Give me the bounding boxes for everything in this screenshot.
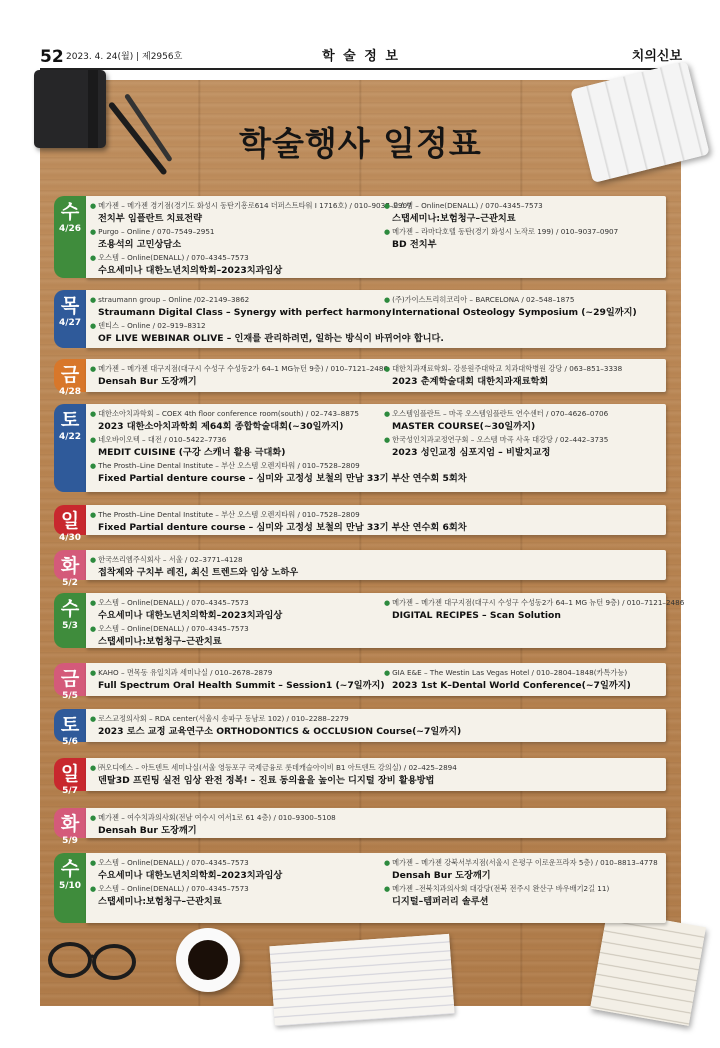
event-organizer: ● 메가젠 – 메가젠 대구지점(대구시 수성구 수성동2가 64–1 MG 뉴턴 9층) / 010–7121–2486 xyxy=(384,597,664,609)
event-title: Densah Bur 도장깨기 xyxy=(392,870,491,881)
day-badge xyxy=(54,196,86,278)
date-label: 5/5 xyxy=(62,691,78,701)
event-title: 2023 대한소아치과학회 제64회 종합학술대회(~30일까지) xyxy=(98,421,344,432)
weekday-label: 일 xyxy=(60,763,80,785)
event-organizer: ● 오스템 – Online(DENALL) / 070–4345–7573 xyxy=(90,623,380,635)
day-badge xyxy=(54,290,86,348)
event-organizer: ● ㈜오디에스 – 아트덴트 세미나실(서울 영등포구 국제금융로 롯데캐슬아이비 B1 아트덴트 강의실) / 02–425–2894 xyxy=(90,762,380,774)
event-title: Fixed Partial denture course – 심미와 고정성 보철의 만남 33기 부산 연수회 6회차 xyxy=(98,522,467,533)
event-organizer: ● Purgo – Online / 070–7549–2951 xyxy=(90,226,380,238)
day-events-panel xyxy=(86,290,666,348)
date-label: 5/9 xyxy=(62,836,78,846)
event-title: 전치부 임플란트 치료전략 xyxy=(98,213,203,224)
event-organizer: ● 오스템임플란트 – 마곡 오스템임플란트 연수센터 / 070–4626–0706 xyxy=(384,408,664,420)
day-badge xyxy=(54,853,86,923)
events-column-left xyxy=(90,857,380,909)
events-column-right xyxy=(384,597,685,623)
day-events-panel xyxy=(86,505,666,535)
event-title: OF LIVE WEBINAR OLIVE – 인재를 관리하려면, 일하는 방식이 바뀌어야 합니다. xyxy=(98,333,444,344)
date-label: 4/28 xyxy=(58,387,82,397)
event-organizer: ● 대한치과재료학회– 강릉원주대학교 치과대학병원 강당 / 063–851–3338 xyxy=(384,363,664,375)
day-badge xyxy=(54,593,86,648)
weekday-label: 금 xyxy=(60,668,80,690)
events-column-right xyxy=(384,200,664,252)
events-column-left xyxy=(90,554,380,580)
day-badge xyxy=(54,758,86,796)
event-organizer: ● (주)가이스트리히코리아 – BARCELONA / 02–548–1875 xyxy=(384,294,664,306)
date-label: 5/7 xyxy=(62,786,78,796)
day-events-panel xyxy=(86,196,666,278)
event-organizer: ● KAHO – 면목동 유일치과 세미나실 / 010–2678–2879 xyxy=(90,667,380,679)
events-column-left xyxy=(90,667,385,693)
events-column-right xyxy=(384,857,664,909)
day-events-panel xyxy=(86,593,685,648)
event-organizer: ● 메가젠 – 메가젠 강북서부지점(서울시 은평구 이로운프라자 5층) / 010–8813–4778 xyxy=(384,857,664,869)
event-title: 디지털–템퍼러리 솔루션 xyxy=(392,896,489,907)
day-events-panel xyxy=(86,808,666,838)
day-events-panel xyxy=(86,550,666,580)
weekday-label: 수 xyxy=(60,598,80,620)
event-organizer: ● The Prosth–Line Dental Institute – 부산 오스템 오렌지타워 / 010–7528–2809 xyxy=(90,460,380,472)
date-label: 5/6 xyxy=(62,737,78,747)
papers-decoration xyxy=(269,934,454,1026)
date-label: 4/30 xyxy=(58,533,82,543)
weekday-label: 수 xyxy=(60,201,80,223)
event-organizer: ● 한국쓰리엠주식회사 – 서울 / 02–3771–4128 xyxy=(90,554,380,566)
day-badge xyxy=(54,709,86,747)
date-label: 4/27 xyxy=(58,318,82,328)
events-column-left xyxy=(90,509,467,535)
events-column-left xyxy=(90,713,462,739)
events-column-left xyxy=(90,812,380,838)
event-title: Fixed Partial denture course – 심미와 고정성 보철의 만남 33기 부산 연수회 5회차 xyxy=(98,473,467,484)
event-title: 조용석의 고민상담소 xyxy=(98,239,182,250)
event-organizer: ● straumann group – Online /02–2149–3862 xyxy=(90,294,380,306)
event-organizer: ● 오스템 – Online(DENALL) / 070–4345–7573 xyxy=(90,883,380,895)
event-title: Densah Bur 도장깨기 xyxy=(98,376,197,387)
event-organizer: ● GIA E&E – The Westin Las Vegas Hotel / 010–2804–1848(카톡가능) xyxy=(384,667,664,679)
weekday-label: 일 xyxy=(60,510,80,532)
event-title: MASTER COURSE(~30일까지) xyxy=(392,421,536,432)
event-title: 수요세미나 대한노년치의학회–2023치과임상 xyxy=(98,870,283,881)
page-number: 52 xyxy=(40,47,64,67)
events-column-left xyxy=(90,200,412,278)
weekday-label: 금 xyxy=(60,364,80,386)
day-events-panel xyxy=(86,663,666,696)
event-organizer: ● 메가젠 – 라마다호텔 동탄(경기 화성시 노작로 199) / 010–9037–0907 xyxy=(384,226,664,238)
event-title: International Osteology Symposium (~29일까지) xyxy=(392,307,637,318)
day-badge xyxy=(54,359,86,397)
event-title: BD 전치부 xyxy=(392,239,437,250)
notepad-decoration xyxy=(590,910,706,1026)
event-organizer: ● 메가젠 – 여수치과의사회(전남 여수시 여서1로 61 4층) / 010–9300–5108 xyxy=(90,812,380,824)
event-organizer: ● 메가젠 – 메가젠 경기점(경기도 화성시 동탄기흥로614 더퍼스트타워 I 1716호) / 010–9037–0907 xyxy=(90,200,380,212)
event-organizer: ● 메가젠 –전북치과의사회 대강당(전북 전주시 완산구 바우배기2길 11) xyxy=(384,883,664,895)
event-title: DIGITAL RECIPES – Scan Solution xyxy=(392,610,561,621)
event-title: MEDIT CUISINE (구강 스캐너 활용 극대화) xyxy=(98,447,286,458)
event-organizer: ● 덴티스 – Online / 02–919–8312 xyxy=(90,320,380,332)
event-title: 2023 춘계학술대회 대한치과재료학회 xyxy=(392,376,549,387)
day-events-panel xyxy=(86,709,666,742)
date-label: 5/2 xyxy=(62,578,78,588)
event-title: 2023 성인교정 심포지엄 – 비발치교정 xyxy=(392,447,551,458)
glasses-decoration xyxy=(44,928,140,988)
date-label: 4/22 xyxy=(58,432,82,442)
day-events-panel xyxy=(86,359,666,392)
event-organizer: ● 오스템 – Online(DENALL) / 070–4345–7573 xyxy=(90,597,380,609)
weekday-label: 화 xyxy=(60,813,80,835)
weekday-label: 목 xyxy=(60,295,80,317)
event-title: 스탭세미나:보험청구–근관치료 xyxy=(392,213,516,224)
event-organizer: ● The Prosth–Line Dental Institute – 부산 오스템 오렌지타워 / 010–7528–2809 xyxy=(90,509,380,521)
event-title: 수요세미나 대한노년치의학회–2023치과임상 xyxy=(98,265,283,276)
event-organizer: ● 로스교정의사회 – RDA center(서울시 송파구 동남로 102) / 010–2288–2279 xyxy=(90,713,380,725)
event-organizer: ● 오스템 – Online(DENALL) / 070–4345–7573 xyxy=(90,252,380,264)
weekday-label: 화 xyxy=(60,555,80,577)
date-label: 5/3 xyxy=(62,621,78,631)
events-column-left xyxy=(90,294,444,346)
event-organizer: ● 오스템 – Online(DENALL) / 070–4345–7573 xyxy=(90,857,380,869)
event-title: 스탭세미나:보험청구–근관치료 xyxy=(98,636,222,647)
day-badge xyxy=(54,550,86,588)
event-title: 접착제와 구치부 레진, 최신 트렌드와 임상 노하우 xyxy=(98,567,299,578)
event-organizer: ● 네오바이오텍 – 대전 / 010–5422–7736 xyxy=(90,434,380,446)
event-title: 2023 1st K–Dental World Conference(~7일까지) xyxy=(392,680,631,691)
date-label: 4/26 xyxy=(58,224,82,234)
weekday-label: 수 xyxy=(60,858,80,880)
day-events-panel xyxy=(86,853,666,923)
weekday-label: 토 xyxy=(60,409,80,431)
day-badge xyxy=(54,404,86,492)
event-organizer: ● 메가젠 – 메가젠 대구지점(대구시 수성구 수성동2가 64–1 MG뉴턴 9층) / 010–7121–2486 xyxy=(90,363,380,375)
day-badge xyxy=(54,663,86,701)
weekday-label: 토 xyxy=(60,714,80,736)
event-title: Full Spectrum Oral Health Summit – Session1 (~7일까지) xyxy=(98,680,385,691)
event-organizer: ● 대한소아치과학회 – COEX 4th floor conference room(south) / 02–743–8875 xyxy=(90,408,380,420)
date-label: 5/10 xyxy=(58,881,82,891)
issue-date: 2023. 4. 24(월) | 제2956호 xyxy=(66,52,183,62)
events-column-left xyxy=(90,363,388,389)
event-title: 2023 로스 교정 교육연구소 ORTHODONTICS & OCCLUSION Course(~7일까지) xyxy=(98,726,462,737)
events-column-right xyxy=(384,667,664,693)
event-title: Densah Bur 도장깨기 xyxy=(98,825,197,836)
day-badge xyxy=(54,505,86,543)
event-title: 스탭세미나:보험청구–근관치료 xyxy=(98,896,222,907)
events-column-left xyxy=(90,762,457,788)
masthead xyxy=(40,46,682,70)
day-events-panel xyxy=(86,404,666,492)
day-badge xyxy=(54,808,86,846)
coffee-cup-decoration xyxy=(176,928,240,992)
events-column-right xyxy=(384,408,664,460)
event-title: 수요세미나 대한노년치의학회–2023치과임상 xyxy=(98,610,283,621)
event-title: 덴탈3D 프린팅 실전 임상 완전 정복! – 진료 동의율을 높이는 디지털 장비 활용방법 xyxy=(98,775,435,786)
day-events-panel xyxy=(86,758,666,791)
event-organizer: ● 오스템 – Online(DENALL) / 070–4345–7573 xyxy=(384,200,664,212)
events-column-left xyxy=(90,597,380,649)
events-column-right xyxy=(384,363,664,389)
page-title: 학술행사 일정표 xyxy=(239,124,482,163)
event-title: Straumann Digital Class – Synergy with perfect harmony xyxy=(98,307,392,318)
newspaper-logo: 치의신보 xyxy=(631,49,682,64)
schedule-board xyxy=(40,80,685,1006)
section-name: 학 술 정 보 xyxy=(322,49,400,64)
events-column-right xyxy=(384,294,664,320)
event-organizer: ● 한국성인치과교정연구회 – 오스템 마곡 사옥 대강당 / 02–442–3735 xyxy=(384,434,664,446)
